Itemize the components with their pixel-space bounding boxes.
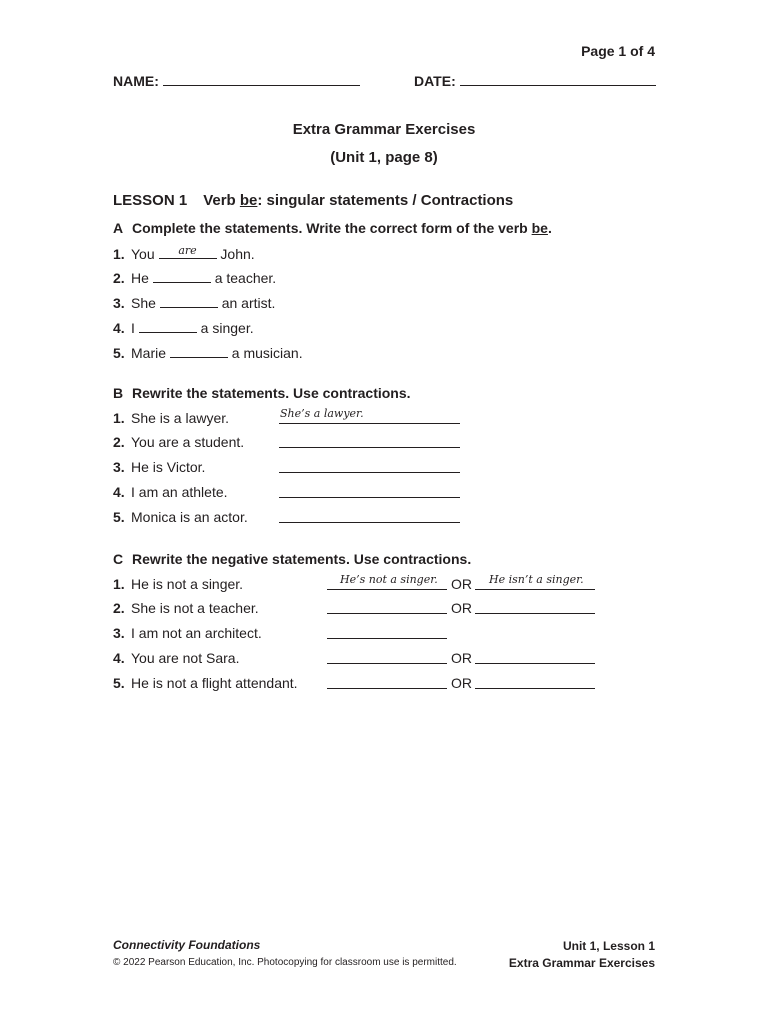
item-text: I am not an architect. bbox=[131, 625, 262, 641]
answer-line-1[interactable] bbox=[327, 589, 447, 590]
answer-line-1[interactable] bbox=[327, 663, 447, 664]
page-number: Page 1 of 4 bbox=[581, 43, 655, 59]
or-label: OR bbox=[451, 650, 472, 666]
item-number: 2. bbox=[113, 600, 125, 616]
answer-blank[interactable] bbox=[153, 269, 211, 283]
name-line[interactable] bbox=[163, 73, 360, 86]
lesson-topic-pre: Verb bbox=[203, 192, 240, 209]
date-label: DATE: bbox=[414, 73, 456, 89]
item-number: 5. bbox=[113, 509, 125, 525]
answer-line[interactable] bbox=[279, 472, 460, 473]
section-b-item bbox=[113, 459, 205, 475]
answer-line[interactable] bbox=[279, 522, 460, 523]
item-text: a teacher. bbox=[214, 270, 277, 286]
item-number: 4. bbox=[113, 484, 125, 500]
section-letter: A bbox=[113, 220, 124, 236]
item-text: You are not Sara. bbox=[131, 650, 240, 666]
section-b-item bbox=[113, 410, 229, 426]
item-number: 4. bbox=[113, 320, 125, 336]
answer-line-1[interactable] bbox=[327, 688, 447, 689]
item-text: I bbox=[131, 320, 135, 336]
item-number: 4. bbox=[113, 650, 125, 666]
page-title: Extra Grammar Exercises bbox=[292, 121, 476, 138]
instruction-verb: be bbox=[531, 220, 548, 236]
item-text: a singer. bbox=[200, 320, 254, 336]
name-label: NAME: bbox=[113, 73, 159, 89]
item-number: 3. bbox=[113, 625, 125, 641]
instruction-text: Complete the statements. Write the correct form of the verb bbox=[132, 220, 532, 236]
section-c-instruction bbox=[113, 551, 471, 567]
item-number: 1. bbox=[113, 576, 125, 592]
lesson-topic-verb: be bbox=[239, 192, 258, 209]
footer-book-title: Connectivity Foundations bbox=[113, 938, 261, 952]
item-number: 2. bbox=[113, 270, 125, 286]
item-text: I am an athlete. bbox=[131, 484, 228, 500]
answer-line-2[interactable] bbox=[475, 613, 595, 614]
handwritten-answer: are bbox=[178, 244, 197, 257]
section-a-instruction bbox=[113, 220, 552, 236]
item-text: Marie bbox=[131, 345, 167, 361]
item-number: 5. bbox=[113, 675, 125, 691]
section-b-item bbox=[113, 484, 228, 500]
handwritten-answer: She’s a lawyer. bbox=[280, 407, 364, 420]
item-number: 2. bbox=[113, 434, 125, 450]
instruction-end: . bbox=[547, 220, 552, 236]
section-a-item bbox=[113, 344, 303, 361]
item-text: an artist. bbox=[221, 295, 276, 311]
section-a-item bbox=[113, 269, 276, 286]
answer-line-2[interactable] bbox=[475, 589, 595, 590]
or-label: OR bbox=[451, 675, 472, 691]
section-b-item bbox=[113, 434, 244, 450]
item-number: 3. bbox=[113, 295, 125, 311]
page-subtitle: (Unit 1, page 8) bbox=[330, 149, 438, 166]
item-text: She is a lawyer. bbox=[131, 410, 230, 426]
item-text: John. bbox=[220, 246, 255, 262]
answer-line-1[interactable] bbox=[327, 613, 447, 614]
item-text: a musician. bbox=[231, 345, 303, 361]
footer-unit-info bbox=[509, 938, 655, 972]
date-field bbox=[414, 73, 656, 89]
answer-blank[interactable] bbox=[139, 319, 197, 333]
answer-line-1[interactable] bbox=[327, 638, 447, 639]
item-text: She bbox=[131, 295, 156, 311]
footer-section: Extra Grammar Exercises bbox=[508, 956, 655, 970]
answer-line[interactable] bbox=[279, 423, 460, 424]
item-number: 1. bbox=[113, 246, 125, 262]
section-a-item bbox=[113, 319, 254, 336]
handwritten-answer: He’s not a singer. bbox=[340, 573, 438, 586]
item-text: She is not a teacher. bbox=[131, 600, 259, 616]
item-text: He is not a singer. bbox=[131, 576, 244, 592]
section-a-item bbox=[113, 245, 255, 262]
item-number: 3. bbox=[113, 459, 125, 475]
section-c-item bbox=[113, 675, 298, 691]
footer-unit: Unit 1, Lesson 1 bbox=[562, 939, 655, 953]
name-field bbox=[113, 73, 360, 89]
item-text: You are a student. bbox=[131, 434, 245, 450]
item-number: 1. bbox=[113, 410, 125, 426]
answer-blank[interactable] bbox=[170, 344, 228, 358]
answer-line[interactable] bbox=[279, 497, 460, 498]
section-a-item bbox=[113, 294, 275, 311]
instruction-text: Rewrite the negative statements. Use contractions. bbox=[132, 551, 472, 567]
item-text: He is not a flight attendant. bbox=[131, 675, 298, 691]
answer-line-2[interactable] bbox=[475, 688, 595, 689]
item-text: He is Victor. bbox=[131, 459, 206, 475]
lesson-topic-post: : singular statements / Contractions bbox=[257, 192, 514, 209]
item-text: Monica is an actor. bbox=[131, 509, 248, 525]
footer-copyright: © 2022 Pearson Education, Inc. Photocopying for classroom use is permitted. bbox=[113, 957, 457, 968]
section-c-item bbox=[113, 576, 243, 592]
section-b-item bbox=[113, 509, 248, 525]
or-label: OR bbox=[451, 576, 472, 592]
section-c-item bbox=[113, 625, 262, 641]
lesson-label: LESSON 1 bbox=[113, 192, 188, 209]
instruction-text: Rewrite the statements. Use contractions. bbox=[132, 385, 411, 401]
answer-blank[interactable] bbox=[160, 294, 218, 308]
section-c-item bbox=[113, 650, 239, 666]
section-letter: B bbox=[113, 385, 124, 401]
section-b-instruction bbox=[113, 385, 411, 401]
item-text: He bbox=[131, 270, 149, 286]
or-label: OR bbox=[451, 600, 472, 616]
section-c-item bbox=[113, 600, 259, 616]
date-line[interactable] bbox=[460, 73, 656, 86]
lesson-heading bbox=[113, 192, 513, 209]
item-number: 5. bbox=[113, 345, 125, 361]
answer-blank[interactable] bbox=[159, 245, 217, 259]
item-text: You bbox=[131, 246, 155, 262]
answer-line[interactable] bbox=[279, 447, 460, 448]
handwritten-answer: He isn’t a singer. bbox=[489, 573, 584, 586]
section-letter: C bbox=[113, 551, 124, 567]
answer-line-2[interactable] bbox=[475, 663, 595, 664]
